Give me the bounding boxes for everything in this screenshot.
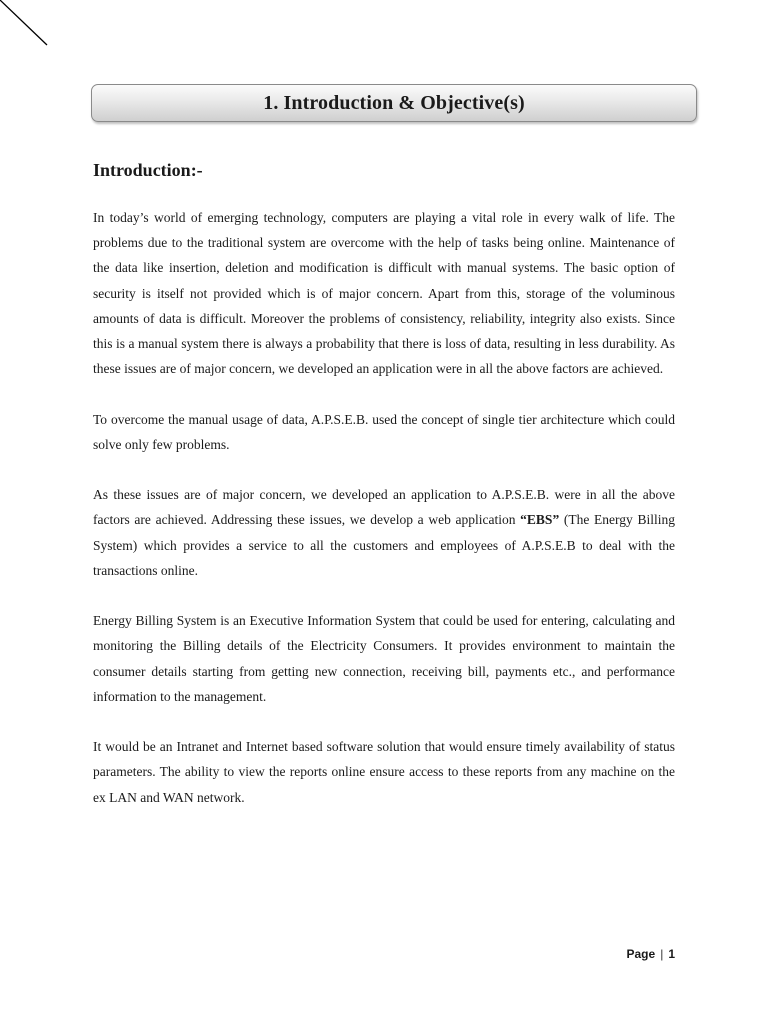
ebs-acronym: “EBS” [520, 512, 560, 528]
paragraph-3-after: (The Energy Billing System) which provides a service to all the customers and employees of A.P.S.E.B to deal with the transactions online. [93, 512, 675, 578]
paragraph-3 [93, 482, 675, 583]
body-text [93, 205, 675, 835]
chapter-title: 1. Introduction & Objective(s) [263, 91, 525, 114]
page-number: 1 [668, 947, 675, 961]
page-footer [627, 947, 676, 961]
section-heading: Introduction:- [93, 160, 203, 180]
paragraph-5: It would be an Intranet and Internet based software solution that would ensure timely availability of status parameters. The ability to view the reports online ensure access to these reports from any machine on the ex LAN and WAN network. [93, 739, 675, 805]
page-label: Page [626, 947, 656, 961]
corner-decoration-line [0, 0, 48, 46]
paragraph-2: To overcome the manual usage of data, A.P.S.E.B. used the concept of single tier architecture which could solve only few problems. [93, 411, 675, 452]
paragraph-4: Energy Billing System is an Executive Information System that could be used for entering, calculating and monitoring the Billing details of the Electricity Consumers. It provides environment to maintain the consumer details starting from getting new connection, receiving bill, payments etc., and performance information to the management. [93, 613, 675, 704]
footer-separator: | [660, 947, 664, 961]
chapter-banner [91, 84, 697, 122]
paragraph-3-before: As these issues are of major concern, we developed an application to A.P.S.E.B. were in all the above factors are achieved. Addressing these issues, we develop a web application [93, 487, 675, 528]
paragraph-1: In today’s world of emerging technology, computers are playing a vital role in every walk of life. The problems due to the traditional system are overcome with the help of tasks being online. Maintenance of the data like insertion, deletion and modification is difficult with manual systems. The basic option of security is itself not provided which is of major concern. Apart from this, storage of the voluminous amounts of data is difficult. Moreover the problems of consistency, reliability, integrity also exists. Since this is a manual system there is always a probability that there is loss of data, resulting in less durability. As these issues are of major concern, we developed an application were in all the above factors are achieved. [93, 210, 675, 377]
